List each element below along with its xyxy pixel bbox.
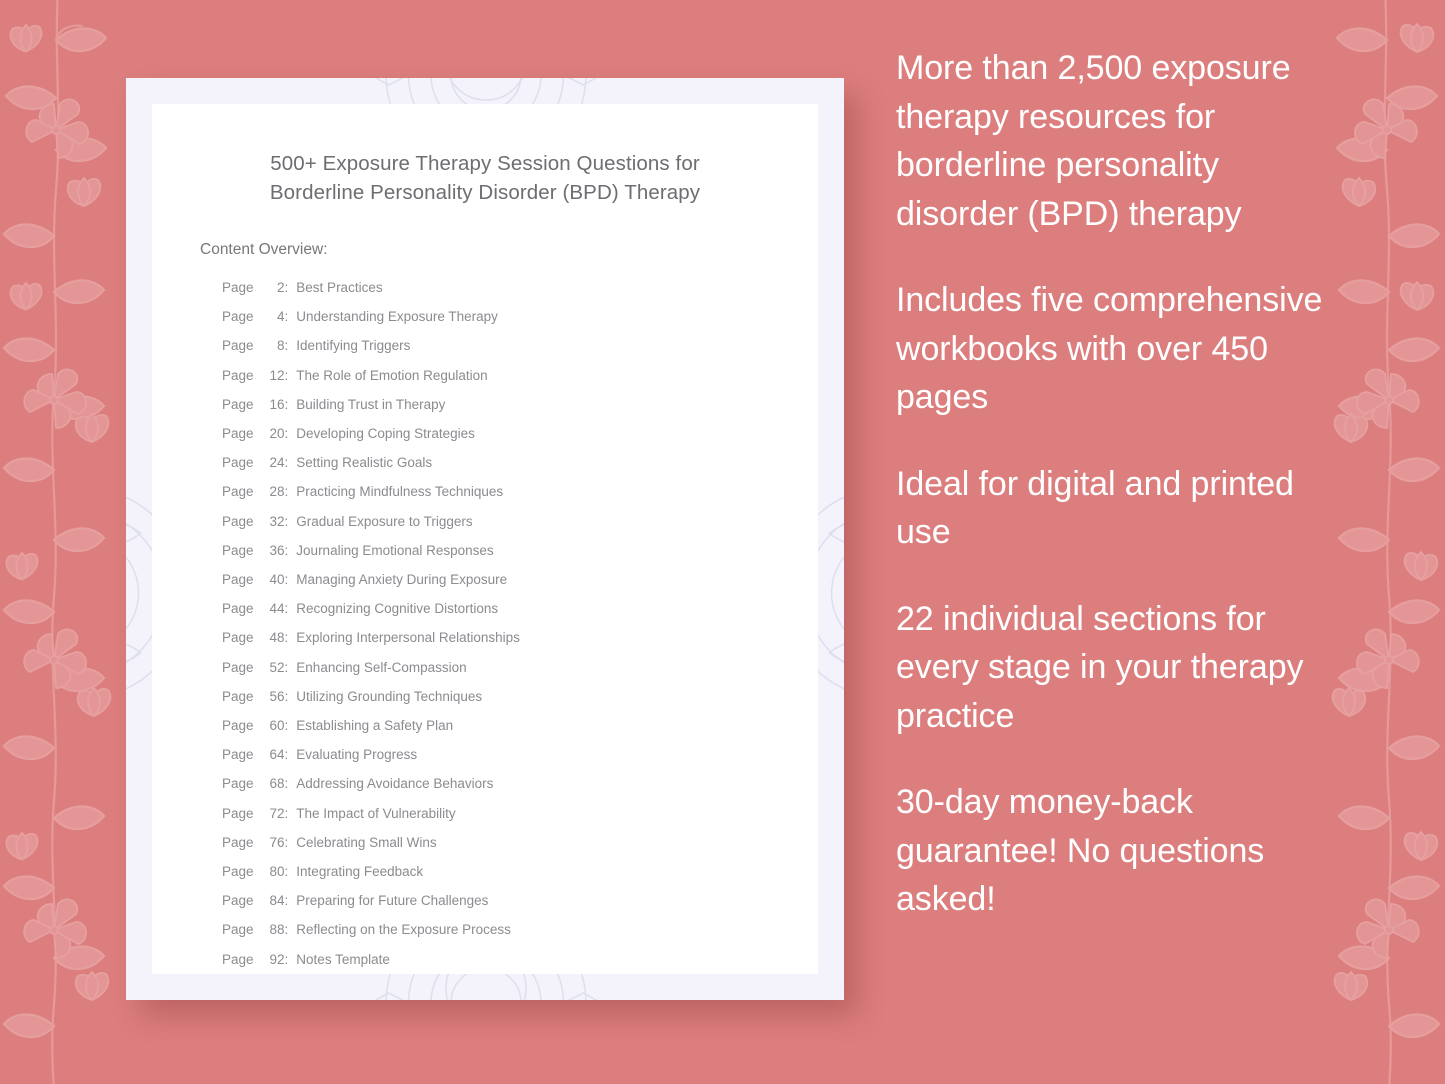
floral-vine-left-icon	[0, 0, 126, 1084]
toc-page-number: 48	[269, 630, 285, 646]
toc-page-number: 12	[269, 367, 285, 383]
toc-page-number: 84	[269, 893, 285, 909]
toc-colon: :	[284, 542, 289, 558]
toc-page-number: 8	[277, 338, 285, 354]
toc-colon: :	[284, 455, 289, 471]
toc-page-word: Page	[222, 426, 254, 442]
toc-page-word: Page	[222, 893, 254, 909]
toc-section-title: Gradual Exposure to Triggers	[296, 513, 473, 529]
document-page	[152, 104, 818, 974]
toc-section-title: Practicing Mindfulness Techniques	[296, 484, 504, 500]
toc-section-title: Utilizing Grounding Techniques	[296, 688, 483, 704]
toc-section-title: Best Practices	[296, 280, 383, 295]
toc-section-title: Setting Realistic Goals	[296, 455, 433, 471]
toc-section-title: Notes Template	[296, 951, 390, 967]
toc-page-word: Page	[222, 630, 254, 646]
marketing-point: More than 2,500 exposure therapy resources for borderline personality disorder (BPD) therapy	[896, 49, 1291, 233]
content-overview-label: Content Overview:	[200, 241, 328, 258]
toc-item[interactable]	[222, 507, 818, 536]
toc-page-word: Page	[222, 805, 254, 821]
toc-item[interactable]	[222, 682, 818, 711]
page-title	[194, 150, 776, 207]
toc-colon: :	[284, 893, 289, 909]
toc-colon: :	[284, 864, 289, 880]
document-preview-card[interactable]	[126, 78, 844, 1000]
toc-section-title: Preparing for Future Challenges	[296, 893, 489, 909]
toc-colon: :	[284, 805, 289, 821]
toc-page-number: 60	[269, 718, 285, 734]
toc-page-number: 92	[269, 951, 285, 967]
toc-page-number: 24	[269, 455, 285, 471]
toc-page-word: Page	[222, 396, 254, 412]
toc-section-title: The Role of Emotion Regulation	[296, 367, 488, 383]
toc-page-word: Page	[222, 659, 254, 675]
toc-colon: :	[284, 338, 289, 354]
toc-colon: :	[284, 688, 289, 704]
toc-page-number: 36	[269, 542, 285, 558]
toc-item[interactable]	[222, 740, 818, 769]
toc-section-title: Enhancing Self-Compassion	[296, 659, 467, 675]
toc-section-title: Managing Anxiety During Exposure	[296, 572, 508, 588]
toc-colon: :	[284, 776, 289, 792]
toc-section-title: Evaluating Progress	[296, 747, 418, 763]
toc-page-number: 68	[269, 776, 285, 792]
floral-vine-right-icon	[1317, 0, 1445, 1084]
toc-page-word: Page	[222, 513, 254, 529]
toc-page-number: 88	[269, 922, 285, 938]
toc-page-word: Page	[222, 309, 254, 325]
toc-item[interactable]	[222, 477, 818, 506]
toc-page-number: 20	[269, 426, 285, 442]
toc-page-number: 2	[277, 280, 285, 295]
toc-page-number: 4	[277, 309, 285, 325]
toc-page-word: Page	[222, 455, 254, 471]
toc-item[interactable]	[222, 419, 818, 448]
table-of-contents	[222, 273, 818, 974]
toc-section-title: Recognizing Cognitive Distortions	[296, 601, 499, 617]
toc-page-word: Page	[222, 776, 254, 792]
toc-page-word: Page	[222, 280, 254, 295]
toc-page-word: Page	[222, 688, 254, 704]
toc-page-number: 44	[269, 601, 285, 617]
marketing-bullet-list	[896, 44, 1332, 924]
toc-item[interactable]	[222, 390, 818, 419]
toc-item[interactable]	[222, 448, 818, 477]
toc-colon: :	[284, 834, 289, 850]
toc-item[interactable]	[222, 857, 818, 886]
toc-page-word: Page	[222, 367, 254, 383]
toc-item[interactable]	[222, 769, 818, 798]
toc-page-word: Page	[222, 718, 254, 734]
toc-item[interactable]	[222, 273, 818, 302]
toc-colon: :	[284, 747, 289, 763]
toc-section-title: Celebrating Small Wins	[296, 834, 437, 850]
toc-section-title: Exploring Interpersonal Relationships	[296, 630, 520, 646]
toc-page-number: 56	[269, 688, 285, 704]
toc-section-title: Reflecting on the Exposure Process	[296, 922, 511, 938]
toc-item[interactable]	[222, 799, 818, 828]
toc-item[interactable]	[222, 653, 818, 682]
marketing-point: Includes five comprehensive workbooks with over 450 pages	[896, 281, 1323, 416]
toc-page-word: Page	[222, 601, 254, 617]
toc-page-word: Page	[222, 542, 254, 558]
toc-section-title: Integrating Feedback	[296, 864, 424, 880]
toc-section-title: Developing Coping Strategies	[296, 426, 475, 442]
toc-page-number: 64	[269, 747, 285, 763]
toc-item[interactable]	[222, 594, 818, 623]
toc-item[interactable]	[222, 915, 818, 944]
toc-page-word: Page	[222, 747, 254, 763]
toc-page-number: 72	[269, 805, 285, 821]
toc-colon: :	[284, 426, 289, 442]
toc-colon: :	[284, 309, 289, 325]
marketing-point: 30-day money-back guarantee! No questions asked!	[896, 783, 1265, 918]
toc-section-title: Identifying Triggers	[296, 338, 411, 354]
toc-page-number: 52	[269, 659, 285, 675]
toc-colon: :	[284, 922, 289, 938]
toc-section-title: Building Trust in Therapy	[296, 396, 446, 412]
page-title-line-2: Borderline Personality Disorder (BPD) Therapy	[269, 180, 701, 204]
toc-item[interactable]	[222, 945, 818, 974]
toc-colon: :	[284, 484, 289, 500]
toc-item[interactable]	[222, 302, 818, 331]
toc-colon: :	[284, 513, 289, 529]
toc-section-title: Understanding Exposure Therapy	[296, 309, 498, 325]
toc-page-word: Page	[222, 922, 254, 938]
toc-colon: :	[284, 367, 289, 383]
page-title-line-1: 500+ Exposure Therapy Session Questions for	[270, 152, 700, 175]
toc-page-number: 32	[269, 513, 285, 529]
toc-colon: :	[284, 572, 289, 588]
toc-page-number: 28	[269, 484, 285, 500]
toc-colon: :	[284, 630, 289, 646]
toc-section-title: Establishing a Safety Plan	[296, 718, 454, 734]
toc-colon: :	[284, 718, 289, 734]
toc-page-word: Page	[222, 951, 254, 967]
toc-page-number: 40	[269, 572, 285, 588]
toc-page-number: 76	[269, 834, 285, 850]
toc-colon: :	[284, 951, 289, 967]
toc-colon: :	[284, 601, 289, 617]
toc-page-number: 80	[269, 864, 285, 880]
toc-page-word: Page	[222, 834, 254, 850]
toc-page-word: Page	[222, 338, 254, 354]
toc-item[interactable]	[222, 331, 818, 360]
toc-colon: :	[284, 396, 289, 412]
toc-item[interactable]	[222, 886, 818, 915]
toc-colon: :	[284, 280, 289, 295]
toc-item[interactable]	[222, 828, 818, 857]
toc-item[interactable]	[222, 711, 818, 740]
toc-item[interactable]	[222, 565, 818, 594]
toc-item[interactable]	[222, 361, 818, 390]
toc-section-title: The Impact of Vulnerability	[296, 805, 456, 821]
toc-colon: :	[284, 659, 289, 675]
toc-item[interactable]	[222, 623, 818, 652]
toc-page-word: Page	[222, 864, 254, 880]
toc-page-word: Page	[222, 484, 254, 500]
marketing-point: Ideal for digital and printed use	[896, 464, 1294, 551]
toc-section-title: Addressing Avoidance Behaviors	[296, 776, 494, 792]
toc-page-number: 16	[269, 396, 285, 412]
marketing-point: 22 individual sections for every stage in your therapy practice	[896, 599, 1304, 735]
toc-section-title: Journaling Emotional Responses	[296, 542, 494, 558]
toc-page-word: Page	[222, 572, 254, 588]
toc-item[interactable]	[222, 536, 818, 565]
